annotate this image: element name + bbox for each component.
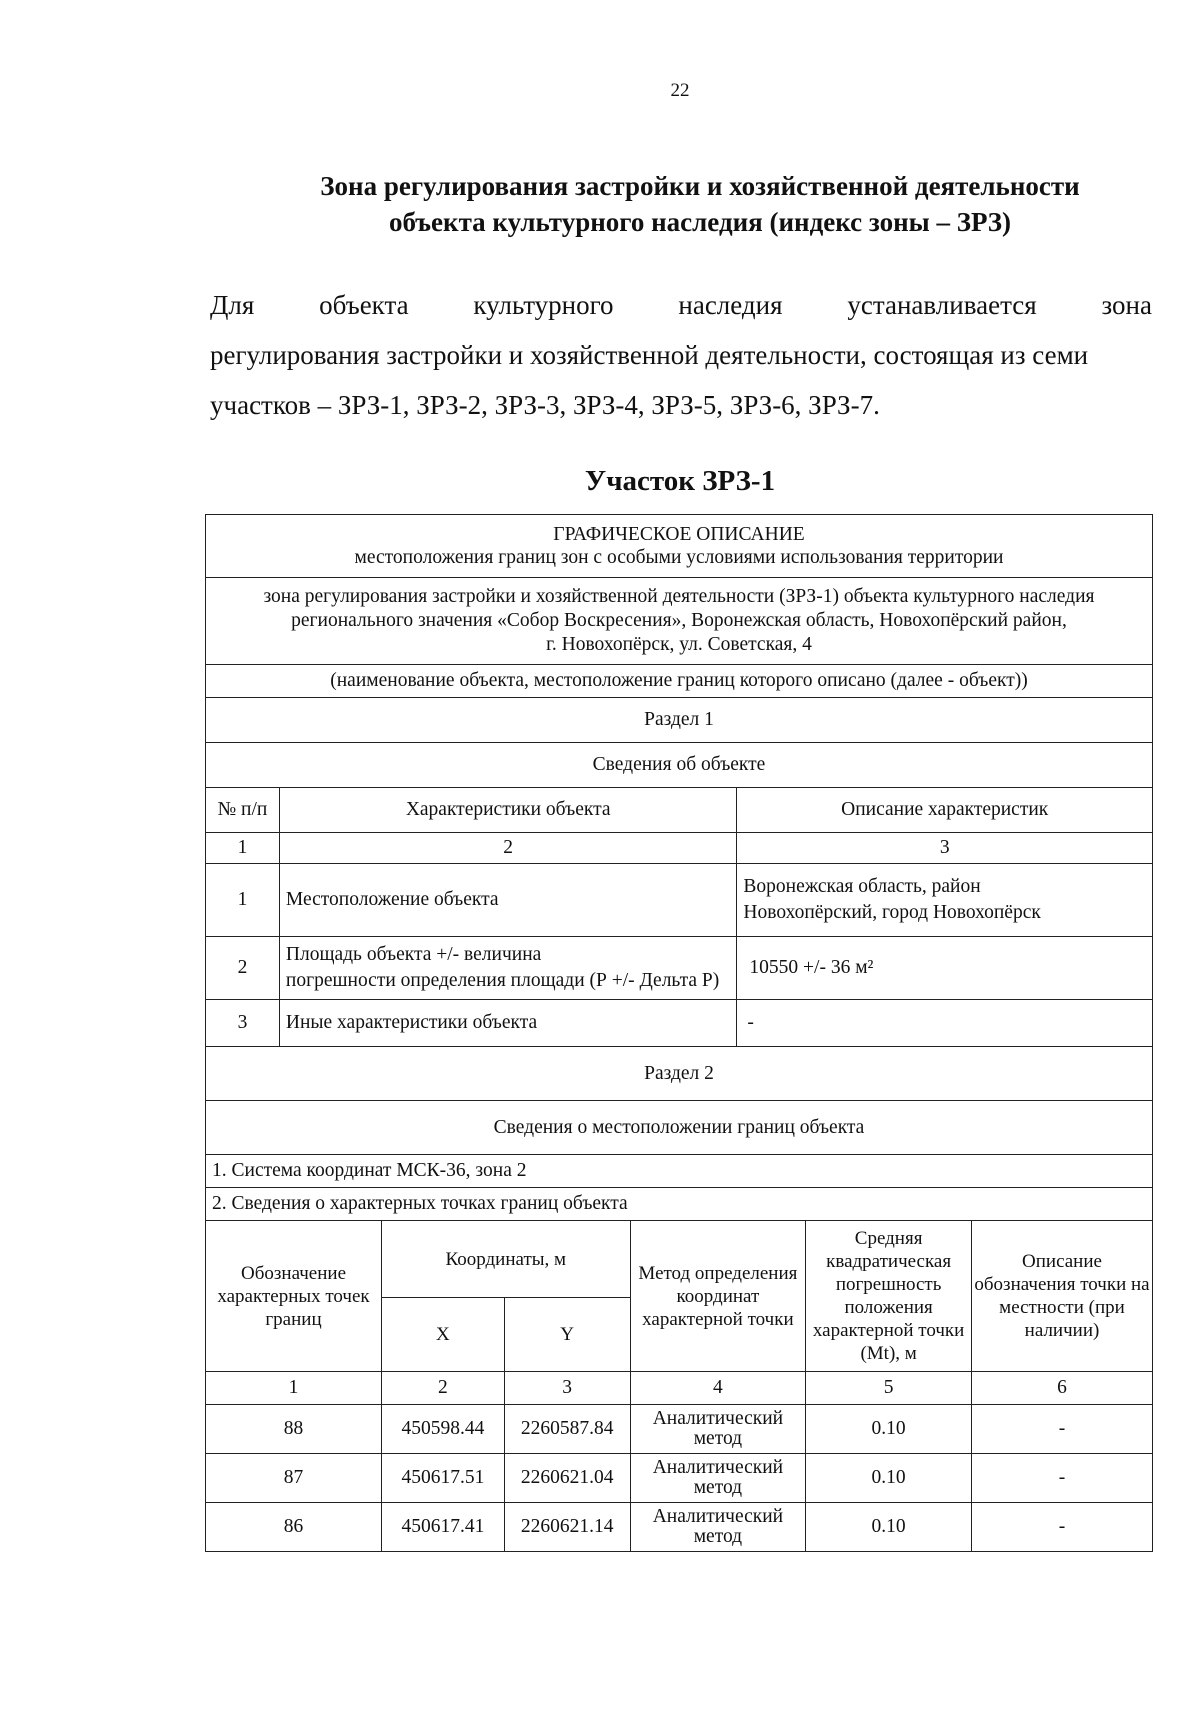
header-method: Метод определения координат характерной точки	[630, 1221, 806, 1372]
row-number: 2	[206, 937, 280, 1000]
col-index: 1	[206, 833, 280, 864]
row-description-line: Новохопёрский, город Новохопёрск	[743, 902, 1041, 923]
object-line: регионального значения «Собор Воскресения», Воронежская область, Новохопёрский район,	[291, 610, 1067, 631]
table-title-sub: местоположения границ зон с особыми условиями использования территории	[354, 547, 1004, 568]
table-row	[206, 937, 1153, 1000]
col-index: 2	[382, 1372, 505, 1405]
object-line: зона регулирования застройки и хозяйственной деятельности (ЗРЗ-1) объекта культурного наследия	[263, 586, 1095, 607]
point-desc: -	[971, 1405, 1152, 1454]
points-table	[206, 1221, 1152, 1551]
point-y: 2260621.04	[504, 1454, 630, 1503]
row-number: 3	[206, 1000, 280, 1047]
row-number: 1	[206, 864, 280, 937]
table-title-cell	[206, 515, 1153, 578]
point-id: 88	[206, 1405, 382, 1454]
section-1-title: Сведения об объекте	[206, 743, 1153, 788]
point-y: 2260621.14	[504, 1503, 630, 1552]
header-error: Средняя квадратическая погрешность положения характерной точки (Mt), м	[806, 1221, 972, 1372]
point-row	[206, 1454, 1152, 1503]
point-method: Аналитический метод	[630, 1454, 806, 1503]
row-characteristic	[279, 937, 737, 1000]
header-designation: Обозначение характерных точек границ	[206, 1221, 382, 1372]
point-mt: 0.10	[806, 1405, 972, 1454]
row-characteristic-line: погрешности определения площади (Р +/- Дельта Р)	[285, 970, 720, 991]
section-2-title: Сведения о местоположении границ объекта	[206, 1101, 1153, 1155]
page-number: 22	[670, 80, 690, 101]
section-1-label: Раздел 1	[206, 698, 1153, 743]
point-desc: -	[971, 1454, 1152, 1503]
graphic-description-table	[205, 514, 1153, 1552]
points-table-cell	[206, 1221, 1153, 1552]
point-row	[206, 1503, 1152, 1552]
heading-line-1: Зона регулирования застройки и хозяйственной деятельности	[320, 171, 1080, 201]
row-description: 10550 +/- 36 м²	[737, 937, 1153, 1000]
table-row	[206, 864, 1153, 937]
intro-line-2: регулирования застройки и хозяйственной деятельности, состоящая из семи	[210, 340, 1089, 370]
row-description-line: Воронежская область, район	[743, 876, 981, 897]
intro-word: зона	[1101, 290, 1152, 320]
col-index: 5	[806, 1372, 972, 1405]
point-x: 450617.41	[382, 1503, 505, 1552]
point-method: Аналитический метод	[630, 1503, 806, 1552]
points-title: 2. Сведения о характерных точках границ объекта	[206, 1188, 1153, 1221]
point-row	[206, 1405, 1152, 1454]
point-id: 87	[206, 1454, 382, 1503]
row-characteristic: Иные характеристики объекта	[279, 1000, 737, 1047]
col-index: 2	[279, 833, 737, 864]
row-description: -	[737, 1000, 1153, 1047]
point-desc: -	[971, 1503, 1152, 1552]
table-row	[206, 1000, 1153, 1047]
point-x: 450598.44	[382, 1405, 505, 1454]
section-2-label: Раздел 2	[206, 1047, 1153, 1101]
col-index: 4	[630, 1372, 806, 1405]
col-header-num: № п/п	[206, 788, 280, 833]
point-x: 450617.51	[382, 1454, 505, 1503]
plot-subtitle: Участок ЗРЗ-1	[584, 465, 776, 497]
header-y: Y	[504, 1298, 630, 1372]
intro-paragraph	[210, 280, 1152, 430]
intro-line-1	[210, 280, 1152, 330]
intro-word: устанавливается	[847, 290, 1037, 320]
intro-word: наследия	[678, 290, 783, 320]
col-index: 3	[737, 833, 1153, 864]
object-line: г. Новохопёрск, ул. Советская, 4	[546, 634, 812, 655]
point-id: 86	[206, 1503, 382, 1552]
row-description	[737, 864, 1153, 937]
intro-word: культурного	[473, 290, 614, 320]
intro-word: Для	[210, 290, 255, 320]
col-index: 3	[504, 1372, 630, 1405]
object-name-cell	[206, 578, 1153, 665]
coordinate-system: 1. Система координат МСК-36, зона 2	[206, 1155, 1153, 1188]
point-method: Аналитический метод	[630, 1405, 806, 1454]
point-y: 2260587.84	[504, 1405, 630, 1454]
col-header-desc: Описание характеристик	[737, 788, 1153, 833]
row-characteristic-line: Площадь объекта +/- величина	[285, 944, 542, 965]
header-coords: Координаты, м	[382, 1221, 631, 1298]
intro-word: объекта	[319, 290, 409, 320]
intro-line-3: участков – ЗРЗ-1, ЗРЗ-2, ЗРЗ-3, ЗРЗ-4, ЗРЗ-5, ЗРЗ-6, ЗРЗ-7.	[210, 390, 880, 420]
col-index: 1	[206, 1372, 382, 1405]
row-characteristic: Местоположение объекта	[279, 864, 737, 937]
point-mt: 0.10	[806, 1454, 972, 1503]
point-mt: 0.10	[806, 1503, 972, 1552]
table-title: ГРАФИЧЕСКОЕ ОПИСАНИЕ	[553, 524, 805, 545]
header-point-desc: Описание обозначения точки на местности (при наличии)	[971, 1221, 1152, 1372]
col-index: 6	[971, 1372, 1152, 1405]
section-heading	[250, 168, 1150, 240]
object-caption: (наименование объекта, местоположение границ которого описано (далее - объект))	[206, 665, 1153, 698]
col-header-char: Характеристики объекта	[279, 788, 737, 833]
heading-line-2: объекта культурного наследия (индекс зоны – ЗРЗ)	[388, 207, 1012, 237]
header-x: X	[382, 1298, 505, 1372]
